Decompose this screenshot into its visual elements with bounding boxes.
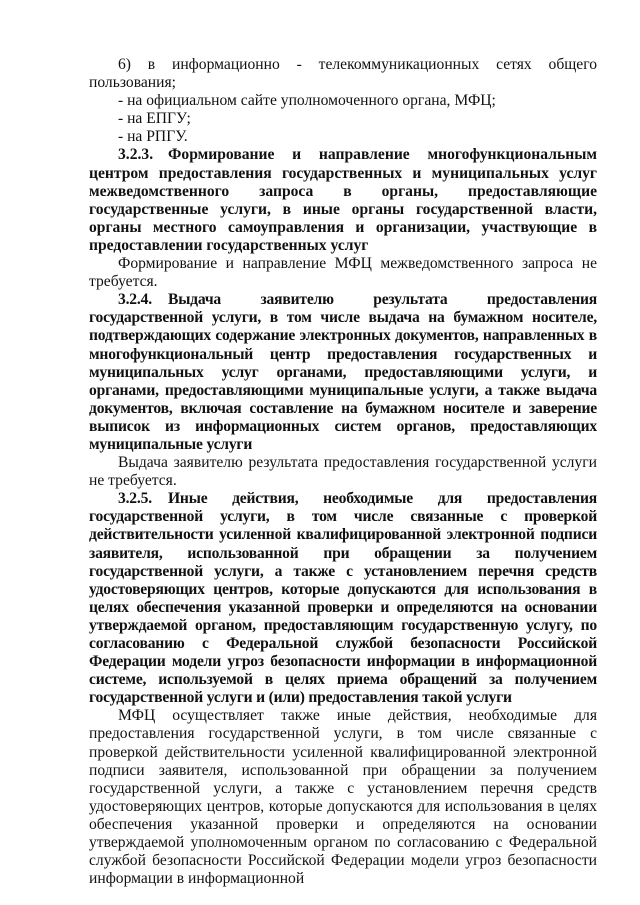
list-item-rpgu: - на РПГУ. xyxy=(118,128,188,146)
document-page xyxy=(89,56,597,888)
section-heading-text: Иные действия, необходимые для предоставления государственной услуги, в том числе связанные с проверкой действительности усиленной квалифицированной электронной подписи заявителя, использованной при обращении за получением государственной услуги, а также с установлением перечня средств удостоверяющих центров, которые допускаются для использования в целях обеспечения указанной проверки и определяются на основании утверждаемой органом, предоставляющим государственную услугу, по согласованию с Федеральной службой безопасности Российской Федерации модели угроз безопасности информации в информационной системе, используемой в целях приема обращений за получением государственной услуги и (или) предоставления такой услуги xyxy=(89,490,597,707)
section-heading-3-2-4 xyxy=(89,291,597,454)
list-item-official-site: - на официальном сайте уполномоченного органа, МФЦ; xyxy=(118,92,496,110)
list-item-epgu: - на ЕПГУ; xyxy=(118,110,191,128)
paragraph-result-issuance: Выдача заявителю результата предоставления государственной услуги не требуется. xyxy=(89,454,597,490)
paragraph-interagency-request: Формирование и направление МФЦ межведомственного запроса не требуется. xyxy=(89,255,597,291)
section-number: 3.2.3. xyxy=(118,146,154,164)
list-item-public-networks: 6) в информационно - телекоммуникационных сетях общего пользования; xyxy=(89,56,597,92)
paragraph-other-actions: МФЦ осуществляет также иные действия, необходимые для предоставления государственной услуги, в том числе связанные с проверкой действительности усиленной квалифицированной электронной подписи заявителя, использованной при обращении за получением государственной услуги, а также с установлением перечня средств удостоверяющих центров, которые допускаются для использования в целях обеспечения указанной проверки и определяются на основании утверждаемой уполномоченным органом по согласованию с Федеральной службой безопасности Российской Федерации модели угроз безопасности информации в информационной xyxy=(89,707,597,888)
section-heading-3-2-5 xyxy=(89,490,597,707)
section-heading-3-2-3 xyxy=(89,146,597,255)
section-number: 3.2.4. xyxy=(118,291,152,309)
section-number: 3.2.5. xyxy=(118,490,152,508)
section-heading-text: Формирование и направление многофункциональным центром предоставления государственных и муниципальных услуг межведомственного запроса в органы, предоставляющие государственные услуги, в иные органы государственной власти, органы местного самоуправления и организации, участвующие в предоставлении государственных услуг xyxy=(89,146,597,254)
section-heading-text: Выдача заявителю результата предоставления государственной услуги, в том числе выдача на бумажном носителе, подтверждающих содержание электронных документов, направленных в многофункциональный центр предоставления государственных и муниципальных услуг органами, предоставляющими услуги, и органами, предоставляющими муниципальные услуги, а также выдача документов, включая составление на бумажном носителе и заверение выписок из информационных систем органов, предоставляющих муниципальные услуги xyxy=(89,291,597,453)
